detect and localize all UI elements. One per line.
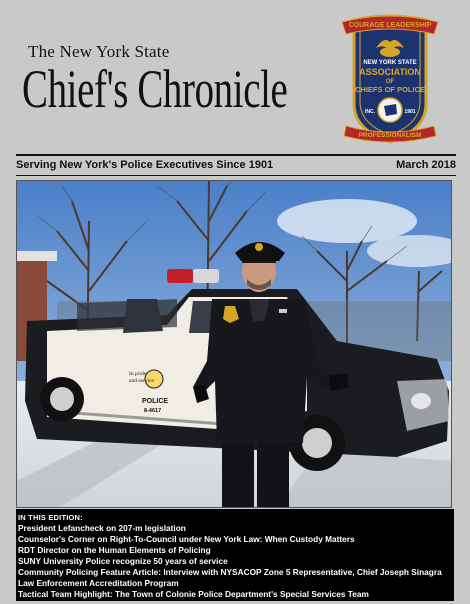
edition-item: Community Policing Feature Article: Interview with NYSACOP Zone 5 Representative, Chief Joseph Sinagra: [18, 567, 442, 577]
car-door-text-line2: and service: [129, 378, 154, 384]
badge-inc-left: INC.: [365, 109, 375, 115]
masthead-title: Chief's Chronicle: [22, 59, 288, 119]
header-rule-bottom: [16, 175, 456, 176]
car-door-text-line1: In pride: [129, 371, 147, 377]
cover-photo-illustration: [17, 181, 452, 508]
edition-item: President Lefancheck on 207-m legislation: [18, 523, 186, 533]
header-subline: [16, 158, 456, 174]
badge-inc-right: 1901: [404, 109, 416, 115]
in-this-edition-box: [16, 509, 454, 601]
edition-item: Counselor's Corner on Right-To-Council under New York Law: When Custody Matters: [18, 534, 355, 544]
badge-org-line1: ASSOCIATION: [359, 67, 421, 77]
edition-item: Law Enforcement Accreditation Program: [18, 578, 179, 588]
edition-item: Tactical Team Highlight: The Town of Colonie Police Department's Special Services Team: [18, 589, 369, 599]
header-tagline: Serving New York's Police Executives Since 1901: [16, 159, 274, 171]
badge-bottom-banner: PROFESSIONALISM: [358, 132, 422, 139]
car-number: 8-4617: [144, 408, 162, 414]
badge-org-line3: CHIEFS OF POLICE: [354, 85, 426, 94]
masthead: [0, 0, 470, 150]
masthead-state-line: The New York State: [28, 42, 170, 61]
in-this-edition-heading: IN THIS EDITION:: [18, 513, 83, 522]
edition-item: RDT Director on the Human Elements of Policing: [18, 545, 211, 555]
association-badge-logo: [340, 12, 440, 144]
header-rule-top: [16, 154, 456, 156]
edition-item: SUNY University Police recognize 50 years of service: [18, 556, 228, 566]
badge-org-line2: OF: [385, 79, 395, 85]
cover-photo: [16, 180, 452, 508]
car-police-label: POLICE: [142, 398, 169, 405]
badge-top-banner: COURAGE LEADERSHIP: [348, 22, 432, 29]
issue-date: March 2018: [396, 159, 456, 171]
badge-state-text: NEW YORK STATE: [363, 60, 417, 66]
